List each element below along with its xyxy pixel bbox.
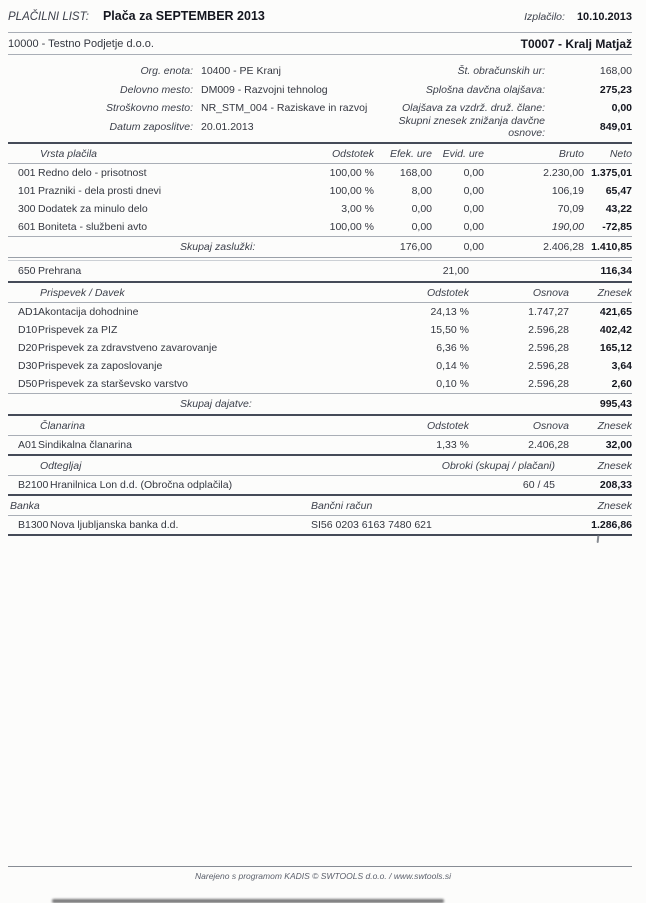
col-odtegljaj: Odtegljaj: [8, 456, 405, 476]
contribution-amount: 402,42: [599, 324, 632, 336]
job-title-label: Delovno mesto:: [120, 83, 193, 96]
empty-cell: [469, 394, 569, 415]
employee-info-block: [8, 55, 632, 142]
earnings-row: [8, 218, 632, 237]
contribution-percent: 0,10 %: [436, 378, 469, 390]
payment-evid-hours: 0,00: [463, 221, 484, 233]
membership-code: A01: [18, 439, 37, 451]
empty-cell: [279, 237, 374, 258]
contribution-percent: 15,50 %: [430, 324, 469, 336]
deduction-installments: 60 / 45: [522, 479, 555, 491]
contributions-table: [8, 283, 632, 414]
payment-evid-hours: 0,00: [463, 185, 484, 197]
contribution-percent: 24,13 %: [430, 306, 469, 318]
info-row: [383, 114, 632, 139]
earnings-total-row: [8, 237, 632, 258]
col-evid-ure: Evid. ure: [432, 144, 484, 164]
employment-date-value: 20.01.2013: [201, 120, 254, 133]
bank-header-row: [8, 496, 632, 516]
contribution-base: 1.747,27: [528, 306, 569, 318]
contribution-code: D10: [18, 324, 38, 336]
contributions-total-amount: 995,43: [569, 394, 632, 415]
contributions-total-label: Skupaj dajatve:: [8, 394, 379, 415]
payment-efek-hours: 168,00: [399, 167, 432, 179]
dependents-relief-value: 0,00: [611, 102, 632, 115]
hours-value: 168,00: [599, 65, 632, 78]
document-header: [8, 6, 632, 32]
allowance-code: 650: [18, 265, 36, 277]
earnings-row: [8, 164, 632, 183]
cost-center-label: Stroškovno mesto:: [106, 102, 193, 115]
membership-base: 2.406,28: [528, 439, 569, 451]
contribution-row: [8, 357, 632, 375]
earnings-row: [8, 200, 632, 218]
contribution-code: D50: [18, 378, 38, 390]
payment-efek-hours: 0,00: [411, 203, 432, 215]
col-clanarina: Članarina: [8, 416, 379, 436]
deductions-header-row: [8, 456, 632, 476]
col-odstotek: Odstotek: [279, 144, 374, 164]
payment-code: 601: [18, 221, 36, 233]
membership-amount: 32,00: [605, 439, 632, 451]
col-osnova: Osnova: [469, 416, 569, 436]
contribution-name: Prispevek za zaposlovanje: [38, 360, 163, 372]
col-neto: Neto: [584, 144, 632, 164]
allowance-row: [8, 261, 632, 281]
payment-net: 1.375,01: [591, 167, 632, 179]
earnings-total-label: Skupaj zaslužki:: [8, 237, 279, 258]
membership-table: [8, 416, 632, 454]
info-row: [8, 81, 383, 100]
cost-center-value: NR_STM_004 - Raziskave in razvoj: [201, 102, 368, 115]
hours-label: Št. obračunskih ur:: [457, 65, 545, 78]
payment-evid-hours: 0,00: [463, 203, 484, 215]
contribution-amount: 3,64: [611, 360, 632, 372]
payment-efek-hours: 8,00: [411, 185, 432, 197]
earnings-row: [8, 182, 632, 200]
allowance-name: Prehrana: [38, 265, 82, 277]
contribution-base: 2.596,28: [528, 342, 569, 354]
col-prispevek-davek: Prispevek / Davek: [8, 283, 379, 303]
contribution-code: AD1: [18, 306, 38, 318]
allowance-hours: 21,00: [442, 265, 469, 277]
payment-name: Redno delo - prisotnost: [38, 167, 147, 179]
payment-gross: 2.230,00: [543, 167, 584, 179]
col-vrsta-placila: Vrsta plačila: [8, 144, 279, 164]
footer-divider: [8, 866, 632, 867]
payment-efek-hours: 0,00: [411, 221, 432, 233]
payment-percent: 3,00 %: [341, 203, 374, 215]
contribution-base: 2.596,28: [528, 378, 569, 390]
info-row: [8, 118, 383, 137]
col-bruto: Bruto: [484, 144, 584, 164]
deduction-code: B2100: [18, 479, 49, 491]
payment-net: -72,85: [602, 221, 632, 233]
bank-row: [8, 516, 632, 535]
contribution-name: Akontacija dohodnine: [38, 306, 139, 318]
payment-code: 101: [18, 185, 36, 197]
bank-account-number: SI56 0203 6163 7480 621: [311, 519, 432, 531]
total-gross: 2.406,28: [484, 237, 584, 258]
col-banka: Banka: [8, 496, 311, 516]
contribution-code: D20: [18, 342, 38, 354]
contribution-base: 2.596,28: [528, 324, 569, 336]
employee-name: T0007 - Kralj Matjaž: [520, 36, 632, 51]
payment-gross: 190,00: [551, 221, 584, 233]
deduction-amount: 208,33: [599, 479, 632, 491]
col-znesek: Znesek: [569, 283, 632, 303]
payout-date-value: 10.10.2013: [576, 11, 632, 23]
col-znesek: Znesek: [569, 416, 632, 436]
footer-credit: Narejeno s programom KADIS © SWTOOLS d.o.o. / www.swtools.si: [195, 871, 451, 881]
contribution-name: Prispevek za zdravstveno zavarovanje: [38, 342, 218, 354]
contribution-row: [8, 339, 632, 357]
doc-type-label: PLAČILNI LIST:: [8, 11, 89, 23]
earnings-table: [8, 144, 632, 257]
empty-cell: [469, 261, 569, 281]
col-bancni-racun: Bančni račun: [311, 496, 542, 516]
contribution-base: 2.596,28: [528, 360, 569, 372]
general-relief-label: Splošna davčna olajšava:: [425, 83, 545, 96]
contributions-header-row: [8, 283, 632, 303]
payout-date-label: Izplačilo:: [524, 11, 565, 23]
payment-gross: 70,09: [557, 203, 584, 215]
contribution-amount: 2,60: [611, 378, 632, 390]
membership-name: Sindikalna članarina: [38, 439, 132, 451]
dependents-relief-label: Olajšava za vzdrž. druž. člane:: [402, 102, 545, 115]
allowance-amount: 116,34: [600, 265, 632, 277]
contribution-percent: 0,14 %: [436, 360, 469, 372]
bank-amount: 1.286,86: [591, 519, 632, 531]
membership-row: [8, 436, 632, 455]
payment-code: 300: [18, 203, 36, 215]
info-row: [383, 81, 632, 100]
col-znesek: Znesek: [542, 496, 632, 516]
payment-gross: 106,19: [551, 185, 584, 197]
col-odstotek: Odstotek: [379, 416, 469, 436]
tax-base-reduction-label: Skupni znesek znižanja davčne osnove:: [398, 114, 545, 139]
contribution-percent: 6,36 %: [436, 342, 469, 354]
contribution-amount: 165,12: [599, 342, 632, 354]
bank-table: [8, 496, 632, 534]
job-title-value: DM009 - Razvojni tehnolog: [201, 83, 328, 96]
total-efek-hours: 176,00: [374, 237, 432, 258]
contribution-row: [8, 303, 632, 322]
contribution-name: Prispevek za starševsko varstvo: [38, 378, 188, 390]
col-odstotek: Odstotek: [379, 283, 469, 303]
contribution-code: D30: [18, 360, 38, 372]
col-osnova: Osnova: [469, 283, 569, 303]
payment-name: Dodatek za minulo delo: [38, 203, 148, 215]
tax-base-reduction-value: 849,01: [599, 120, 632, 133]
deductions-table: [8, 456, 632, 494]
payment-percent: 100,00 %: [329, 221, 374, 233]
info-row: [8, 99, 383, 118]
total-evid-hours: 0,00: [432, 237, 484, 258]
deduction-name: Hranilnica Lon d.d. (Obročna odplačila): [50, 479, 233, 491]
org-unit-value: 10400 - PE Kranj: [201, 65, 281, 78]
employment-date-label: Datum zaposlitve:: [109, 120, 193, 133]
scan-edge-artifact: [52, 899, 444, 903]
bank-code: B1300: [18, 519, 49, 531]
contribution-row: [8, 375, 632, 394]
page-title: Plača za SEPTEMBER 2013: [102, 9, 265, 23]
payment-net: 43,22: [605, 203, 632, 215]
membership-header-row: [8, 416, 632, 436]
company-employee-row: [8, 33, 632, 54]
info-row: [8, 62, 383, 81]
payment-name: Prazniki - dela prosti dnevi: [38, 185, 162, 197]
employee-info-right: [383, 62, 632, 139]
contribution-amount: 421,65: [599, 306, 632, 318]
total-net: 1.410,85: [584, 237, 632, 258]
deduction-row: [8, 476, 632, 495]
allowance-table: [8, 261, 632, 281]
col-obroki: Obroki (skupaj / plačani): [405, 456, 555, 476]
bank-name: Nova ljubljanska banka d.d.: [50, 519, 179, 531]
payment-net: 65,47: [605, 185, 632, 197]
col-znesek: Znesek: [555, 456, 632, 476]
payment-percent: 100,00 %: [329, 167, 374, 179]
col-efek-ure: Efek. ure: [374, 144, 432, 164]
payment-percent: 100,00 %: [329, 185, 374, 197]
membership-percent: 1,33 %: [436, 439, 469, 451]
general-relief-value: 275,23: [599, 83, 632, 96]
info-row: [383, 62, 632, 81]
earnings-header-row: [8, 144, 632, 164]
contribution-name: Prispevek za PIZ: [38, 324, 118, 336]
empty-cell: [379, 394, 469, 415]
section-divider: [8, 534, 632, 536]
contribution-row: [8, 321, 632, 339]
payment-code: 001: [18, 167, 36, 179]
payment-name: Boniteta - službeni avto: [38, 221, 148, 233]
payment-evid-hours: 0,00: [463, 167, 484, 179]
company-name: 10000 - Testno Podjetje d.o.o.: [8, 37, 154, 50]
employee-info-left: [8, 62, 383, 136]
org-unit-label: Org. enota:: [140, 65, 193, 78]
contributions-total-row: [8, 394, 632, 415]
scan-stray-mark: [597, 535, 600, 543]
